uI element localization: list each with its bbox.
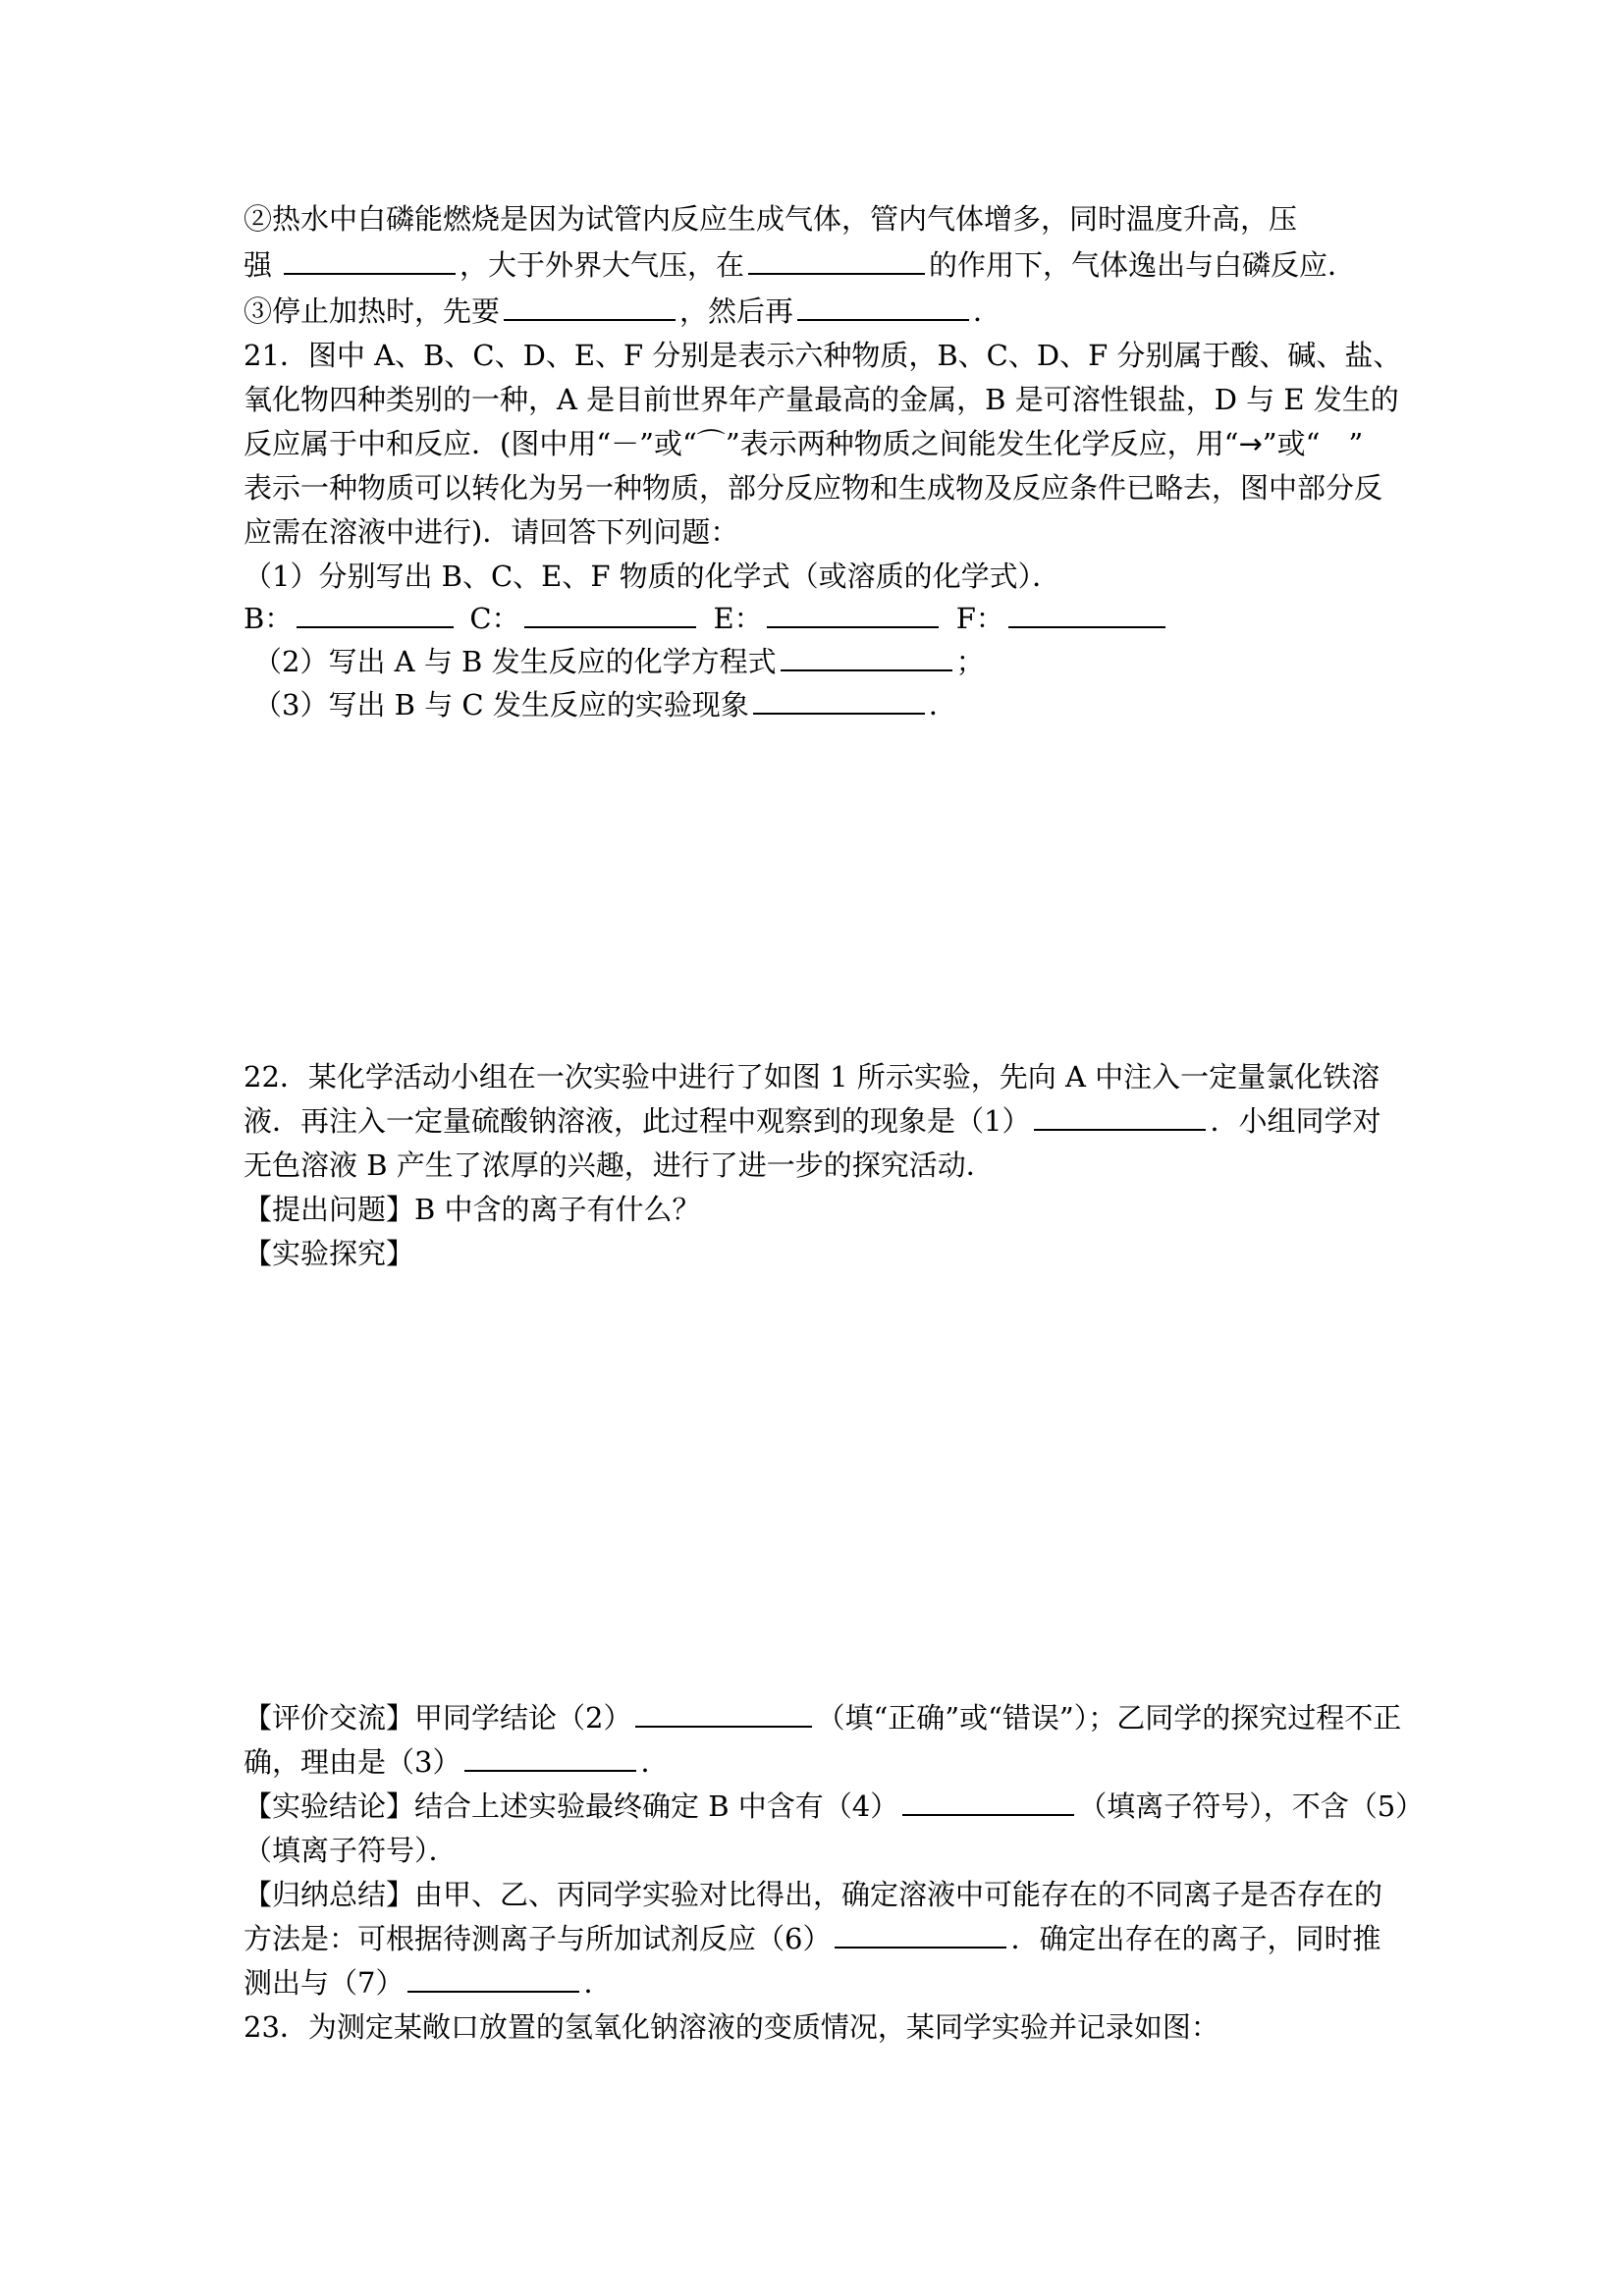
q22-summary-text-2a: 方法是：可根据待测离子与所加试剂反应（6）	[244, 1922, 832, 1955]
q21-formula-row	[244, 597, 1402, 640]
q22-eval-text-1a: 【评价交流】甲同学结论（2）	[244, 1701, 632, 1735]
q21-line-1	[244, 334, 1402, 377]
arrow-icon: →	[1238, 427, 1263, 460]
q21-line-3	[244, 422, 1402, 465]
q22-question	[244, 1188, 1402, 1231]
q22-text-2b: ．小组同学对	[1210, 1104, 1381, 1138]
answer-blank-first-step[interactable]	[504, 290, 676, 321]
answer-blank-6[interactable]	[835, 1917, 1006, 1949]
q22-summary-text-3a: 测出与（7）	[244, 1966, 405, 2000]
q22-evaluation-1	[244, 1696, 1402, 1739]
answer-blank-c[interactable]	[524, 597, 696, 628]
q20-text-3b: ，然后再	[679, 294, 794, 328]
answer-blank-1[interactable]	[1034, 1099, 1206, 1131]
q20-line-1	[244, 197, 1402, 240]
q22-conclusion-2	[244, 1829, 1402, 1872]
q20-text-2b: ，大于外界大气压，在	[460, 248, 745, 282]
q22-eval-text-1b: （填“正确”或“错误”）；乙同学的探究过程不正	[816, 1701, 1402, 1735]
q21-text-4: 表示一种物质可以转化为另一种物质，部分反应物和生成物及反应条件已略去，图中部分反	[244, 471, 1383, 505]
q20-line-3	[244, 290, 1402, 333]
q22-line-3	[244, 1144, 1402, 1187]
label-c: C：	[469, 602, 520, 635]
q22-concl-text-1b: （填离子符号），不含（5）	[1078, 1789, 1425, 1823]
q21-part-3-text: （3）写出 B 与 C 发生反应的实验现象	[253, 688, 749, 721]
label-b: B：	[244, 602, 294, 635]
q23-text-1: 23．为测定某敞口放置的氢氧化钠溶液的变质情况，某同学实验并记录如图：	[244, 2010, 1219, 2044]
q21-part-3	[253, 683, 1412, 726]
answer-blank-2[interactable]	[635, 1696, 812, 1728]
q21-part-3-end: ．	[928, 688, 957, 721]
q21-text-2: 氧化物四种类别的一种，A 是目前世界年产量最高的金属，B 是可溶性银盐，D 与 E 发生的	[244, 383, 1399, 416]
q20-text-3a: ③停止加热时，先要	[244, 294, 501, 328]
q22-question-text: 【提出问题】B 中含的离子有什么？	[244, 1193, 701, 1226]
q22-eval-text-2b: ．	[640, 1745, 670, 1779]
q21-part-2-text: （2）写出 A 与 B 发生反应的化学方程式	[253, 645, 777, 678]
q22-explore	[244, 1232, 1402, 1275]
q21-line-4	[244, 466, 1402, 509]
answer-blank-b[interactable]	[297, 597, 454, 628]
q21-text-3b: ”表示两种物质之间能发生化学反应，用“	[725, 427, 1239, 460]
answer-blank-equation[interactable]	[781, 640, 952, 671]
q22-summary-2	[244, 1917, 1402, 1960]
q22-text-2a: 液．再注入一定量硫酸钠溶液，此过程中观察到的现象是（1）	[244, 1104, 1031, 1138]
q22-text-1: 22．某化学活动小组在一次实验中进行了如图 1 所示实验，先向 A 中注入一定量氯化铁溶	[244, 1060, 1380, 1094]
q21-part-2	[253, 640, 1412, 683]
q22-line-2	[244, 1099, 1402, 1143]
q22-concl-text-2: （填离子符号）．	[244, 1834, 458, 1867]
q21-text-3a: 反应属于中和反应．(图中用“－”或“	[244, 427, 697, 460]
q22-summary-3	[244, 1961, 1402, 2004]
answer-blank-3[interactable]	[464, 1740, 636, 1772]
q20-line-2	[244, 243, 1402, 287]
answer-blank-7[interactable]	[407, 1961, 579, 1993]
label-f: F：	[955, 602, 1004, 635]
q22-explore-text: 【实验探究】	[244, 1237, 415, 1270]
q22-summary-text-2b: ．确定出存在的离子，同时推	[1010, 1922, 1381, 1955]
q21-line-2	[244, 378, 1402, 421]
q21-part-1-text: （1）分别写出 B、C、E、F 物质的化学式（或溶质的化学式）．	[244, 560, 1061, 593]
q20-text-3c: ．	[973, 294, 1002, 328]
q23-line-1	[244, 2005, 1402, 2049]
q21-line-5	[244, 510, 1402, 554]
q22-eval-text-2a: 确，理由是（3）	[244, 1745, 461, 1779]
answer-blank-f[interactable]	[1008, 597, 1165, 628]
q22-summary-1	[244, 1873, 1402, 1916]
q22-conclusion-1	[244, 1785, 1425, 1828]
answer-blank-force[interactable]	[748, 243, 925, 275]
answer-blank-phenomenon[interactable]	[753, 683, 925, 715]
reaction-arc-symbol: ⌒	[696, 427, 726, 460]
label-e: E：	[713, 602, 763, 635]
q22-summary-text-3b: ．	[583, 1966, 613, 2000]
q22-text-3: 无色溶液 B 产生了浓厚的兴趣，进行了进一步的探究活动．	[244, 1148, 995, 1182]
q20-text-2a: 强	[244, 248, 273, 282]
answer-blank-e[interactable]	[767, 597, 939, 628]
q22-line-1	[244, 1055, 1402, 1098]
answer-blank-second-step[interactable]	[797, 290, 969, 321]
q22-evaluation-2	[244, 1740, 1402, 1784]
answer-blank-4[interactable]	[902, 1785, 1074, 1816]
q21-text-5: 应需在溶液中进行)．请回答下列问题：	[244, 515, 739, 549]
q21-part-2-end: ；	[955, 645, 985, 678]
q21-part-1	[244, 555, 1402, 598]
answer-blank-pressure[interactable]	[284, 243, 456, 275]
q21-text-1: 21．图中 A、B、C、D、E、F 分别是表示六种物质，B、C、D、F 分别属于酸、碱、盐、	[244, 339, 1402, 372]
q21-text-3c: ”或“ ”	[1262, 427, 1364, 460]
q20-text-2c: 的作用下，气体逸出与白磷反应．	[929, 248, 1357, 282]
q22-concl-text-1a: 【实验结论】结合上述实验最终确定 B 中含有（4）	[244, 1789, 899, 1823]
q20-text-1: ②热水中白磷能燃烧是因为试管内反应生成气体，管内气体增多，同时温度升高，压	[244, 202, 1298, 236]
q22-summary-text-1: 【归纳总结】由甲、乙、丙同学实验对比得出，确定溶液中可能存在的不同离子是否存在的	[244, 1878, 1383, 1911]
